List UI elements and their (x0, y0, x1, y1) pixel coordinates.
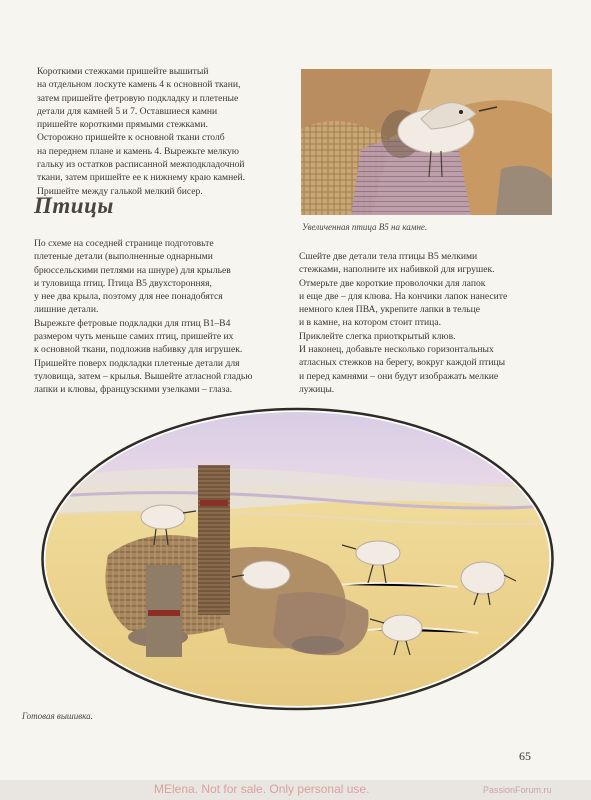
finished-embroidery-photo (38, 405, 557, 713)
intro-paragraph: Короткими стежками пришейте вышитый на отдельном лоскуте камень 4 к основной ткани, затем пришейте фетровую подкладку и плетеные детали для камней 5 и 7. Оставшиеся камни пришейте короткими прямыми стежками. Осторожно пришейте к основной ткани столб на переднем плане и камень 4. Вырежьте мелкую гальку из остатков расписанной межподкладочной ткани, затем пришейте ее к нижнему краю камней. Пришейте между галькой мелкий бисер. (37, 66, 246, 197)
closeup-bird-photo (301, 69, 552, 215)
section-heading: Птицы (34, 193, 114, 218)
left-column-paragraph: По схеме на соседней странице подготовьте плетеные детали (выполненные однарными брюссельскими петлями на шнуре) для крыльев и туловища птиц. Птица В5 двухсторонняя, у нее два крыла, поэтому для нее понадобятся лишние детали. Вырежьте фетровые подкладки для птиц В1–В4 размером чуть меньше самих птиц, пришейте их к основной ткани, подложив набивку для игрушек. Пришейте поверх подкладки плетеные детали для туловища, затем – крылья. Вышейте атласной гладью лапки и клювы, французскими узелками – глаза. (34, 238, 253, 396)
right-column-paragraph: Сшейте две детали тела птицы В5 мелкими стежками, наполните их набивкой для игрушек. Отмерьте две короткие проволочки для лапок и еще две – для клюва. На кончики лапок нанесите немного клея ПВА, укрепите лапки в тельце и в камне, на котором стоит птица. Приклейте слегка приоткрытый клюв. И наконец, добавьте несколько горизонтальных атласных стежков на берегу, вокруг каждой птицы и перед камнями – они будут изображать мелкие лужицы. (299, 251, 508, 395)
closeup-bird-illustration (301, 69, 552, 215)
finished-embroidery-illustration (38, 405, 557, 713)
closeup-photo-caption: Увеличенная птица В5 на камне. (302, 222, 428, 232)
page-number: 65 (519, 749, 531, 763)
watermark-notice: MElena. Not for sale. Only personal use. (154, 782, 370, 796)
finished-embroidery-caption: Готовая вышивка. (22, 711, 93, 721)
watermark-site: PassionForum.ru (483, 785, 552, 795)
